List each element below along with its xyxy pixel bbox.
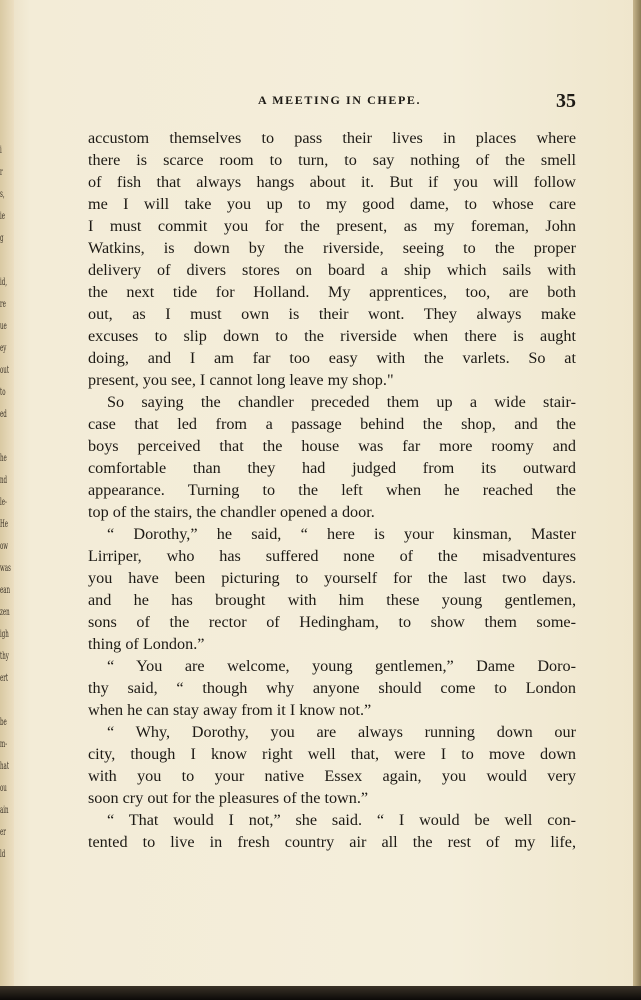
gutter-fragment: ow — [0, 541, 9, 552]
text-line: when he can stay away from it I know not.” — [88, 701, 372, 719]
running-title: A MEETING IN CHEPE. — [258, 93, 422, 107]
text-line: I must commit you for the present, as my foreman, John — [88, 217, 576, 235]
gutter-fragment: hat — [0, 761, 10, 772]
text-line: soon cry out for the pleasures of the town.” — [88, 789, 369, 807]
text-line: doing, and I am far too easy with the varlets. So at — [88, 349, 576, 367]
gutter-fragment: r — [0, 167, 3, 178]
gutter-fragment: be — [0, 717, 7, 728]
gutter-fragment: re — [0, 299, 6, 310]
gutter-fragment: ed — [0, 409, 7, 420]
page-number: 35 — [556, 90, 576, 112]
gutter-fragment: er — [0, 827, 6, 838]
gutter-fragment: was — [0, 563, 11, 574]
text-line: me I will take you up to my good dame, to whose care — [88, 195, 576, 213]
gutter-fragment: thy — [0, 651, 9, 662]
gutter-fragment: m- — [0, 739, 8, 750]
gutter-fragment: out — [0, 365, 10, 376]
gutter-fragment: ean — [0, 585, 11, 596]
text-line: top of the stairs, the chandler opened a door. — [88, 503, 375, 521]
text-line: appearance. Turning to the left when he reached the — [88, 481, 576, 499]
text-line: there is scarce room to turn, to say nothing of the smell — [88, 151, 576, 169]
text-line: city, though I know right well that, were I to move down — [88, 745, 576, 763]
text-line: delivery of divers stores on board a ship which sails with — [88, 261, 576, 279]
gutter-fragment: ue — [0, 321, 7, 332]
text-line: case that led from a passage behind the shop, and the — [88, 415, 576, 433]
text-line: Lirriper, who has suffered none of the misadventures — [88, 547, 576, 565]
gutter-fragment: ld — [0, 849, 6, 860]
gutter-fragment: to — [0, 387, 6, 398]
text-line: sons of the rector of Hedingham, to show them some- — [88, 613, 576, 631]
page-bottom-edge — [0, 986, 641, 1000]
gutter-fragment: i — [0, 145, 2, 156]
running-header — [88, 91, 576, 115]
text-line: out, as I must own is their wont. They always make — [88, 305, 576, 323]
text-line: of fish that always hangs about it. But if you will follow — [88, 173, 576, 191]
text-line: present, you see, I cannot long leave my shop." — [88, 371, 394, 389]
text-line: the next tide for Holland. My apprentices, too, are both — [88, 283, 576, 301]
text-line: accustom themselves to pass their lives in places where — [88, 129, 576, 147]
gutter-fragment: ey — [0, 343, 7, 354]
gutter-fragment: le- — [0, 497, 7, 508]
gutter-fragment: He — [0, 519, 9, 530]
text-line: “ That would I not,” she said. “ I would be well con- — [107, 811, 576, 829]
text-line: So saying the chandler preceded them up a wide stair- — [107, 393, 576, 411]
gutter-fragment: ou — [0, 783, 7, 794]
text-line: “ Dorothy,” he said, “ here is your kinsman, Master — [107, 525, 576, 543]
gutter-fragment: g — [0, 233, 4, 244]
body-text — [88, 127, 576, 853]
gutter-fragment: he — [0, 453, 7, 464]
text-line: excuses to slip down to the riverside when there is aught — [88, 327, 576, 345]
gutter-fragment: zen — [0, 607, 10, 618]
gutter-fragment: ain — [0, 805, 9, 816]
gutter-fragment: ert — [0, 673, 9, 684]
text-line: and he has brought with him these young gentlemen, — [88, 591, 576, 609]
text-line: you have been picturing to yourself for the last two days. — [88, 569, 576, 587]
text-line: with you to your native Essex again, you would very — [88, 767, 576, 785]
text-line: comfortable than they had judged from its outward — [88, 459, 576, 477]
text-line: Watkins, is down by the riverside, seeing to the proper — [88, 239, 576, 257]
gutter-fragment: id, — [0, 277, 8, 288]
text-line: “ You are welcome, young gentlemen,” Dame Doro- — [107, 657, 576, 675]
gutter-fragment: igh — [0, 629, 9, 640]
gutter-fragment: ie — [0, 211, 6, 222]
text-line: tented to live in fresh country air all the rest of my life, — [88, 833, 576, 851]
text-line: “ Why, Dorothy, you are always running down our — [107, 723, 576, 741]
gutter-fragment: nd — [0, 475, 8, 486]
text-line: boys perceived that the house was far more roomy and — [88, 437, 576, 455]
text-line: thing of London.” — [88, 635, 205, 653]
text-line: thy said, “ though why anyone should come to London — [88, 679, 576, 697]
gutter-fragment: s, — [0, 189, 5, 200]
page-right-edge — [633, 0, 641, 1000]
